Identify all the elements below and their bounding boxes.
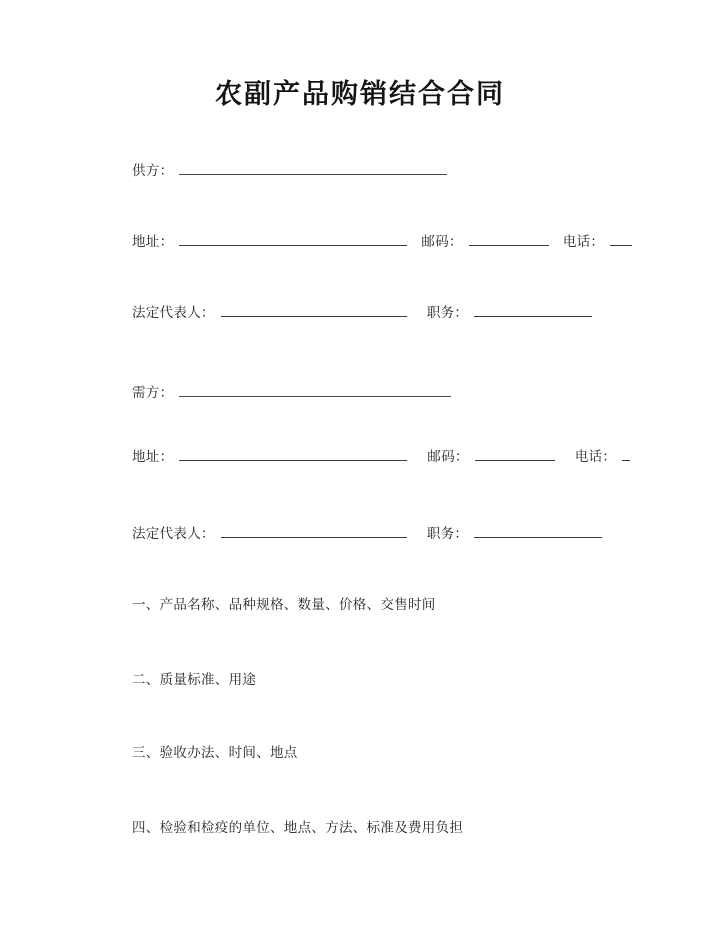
page-title: 农副产品购销结合合同 (215, 79, 505, 109)
buyer-address-row (132, 447, 636, 466)
buyer-address-label: 地址： (132, 449, 174, 464)
supplier-party-input[interactable] (179, 161, 447, 175)
buyer-legal-rep-label: 法定代表人： (132, 526, 215, 541)
supplier-phone-label: 电话： (562, 234, 605, 249)
supplier-representative-row (132, 303, 598, 322)
buyer-representative-row (132, 524, 608, 543)
clause-item: 三、验收办法、时间、地点 (132, 745, 298, 760)
supplier-zip-label: 邮码： (421, 234, 463, 249)
buyer-phone-input[interactable] (622, 447, 630, 461)
supplier-position-input[interactable] (474, 303, 592, 317)
buyer-zip-label: 邮码： (427, 449, 469, 464)
supplier-zip-input[interactable] (469, 232, 549, 246)
buyer-position-label: 职务： (426, 526, 469, 541)
supplier-legal-rep-label: 法定代表人： (132, 305, 215, 320)
supplier-address-input[interactable] (179, 232, 407, 246)
buyer-party-label: 需方： (132, 385, 174, 400)
buyer-position-input[interactable] (474, 524, 602, 538)
supplier-party-label: 供方： (132, 163, 174, 178)
buyer-zip-input[interactable] (475, 447, 555, 461)
buyer-address-input[interactable] (179, 447, 407, 461)
supplier-legal-rep-input[interactable] (221, 303, 407, 317)
buyer-phone-label: 电话： (574, 449, 617, 464)
buyer-party-input[interactable] (179, 383, 451, 397)
supplier-position-label: 职务： (426, 305, 469, 320)
clause-item: 二、质量标准、用途 (132, 672, 257, 687)
supplier-phone-input[interactable] (610, 232, 632, 246)
supplier-party-row (132, 161, 453, 180)
clause-item: 一、产品名称、品种规格、数量、价格、交售时间 (132, 597, 436, 612)
buyer-party-row (132, 383, 457, 402)
supplier-address-row (132, 232, 638, 251)
clause-item: 四、检验和检疫的单位、地点、方法、标准及费用负担 (132, 820, 464, 835)
supplier-address-label: 地址： (132, 234, 174, 249)
buyer-legal-rep-input[interactable] (221, 524, 407, 538)
